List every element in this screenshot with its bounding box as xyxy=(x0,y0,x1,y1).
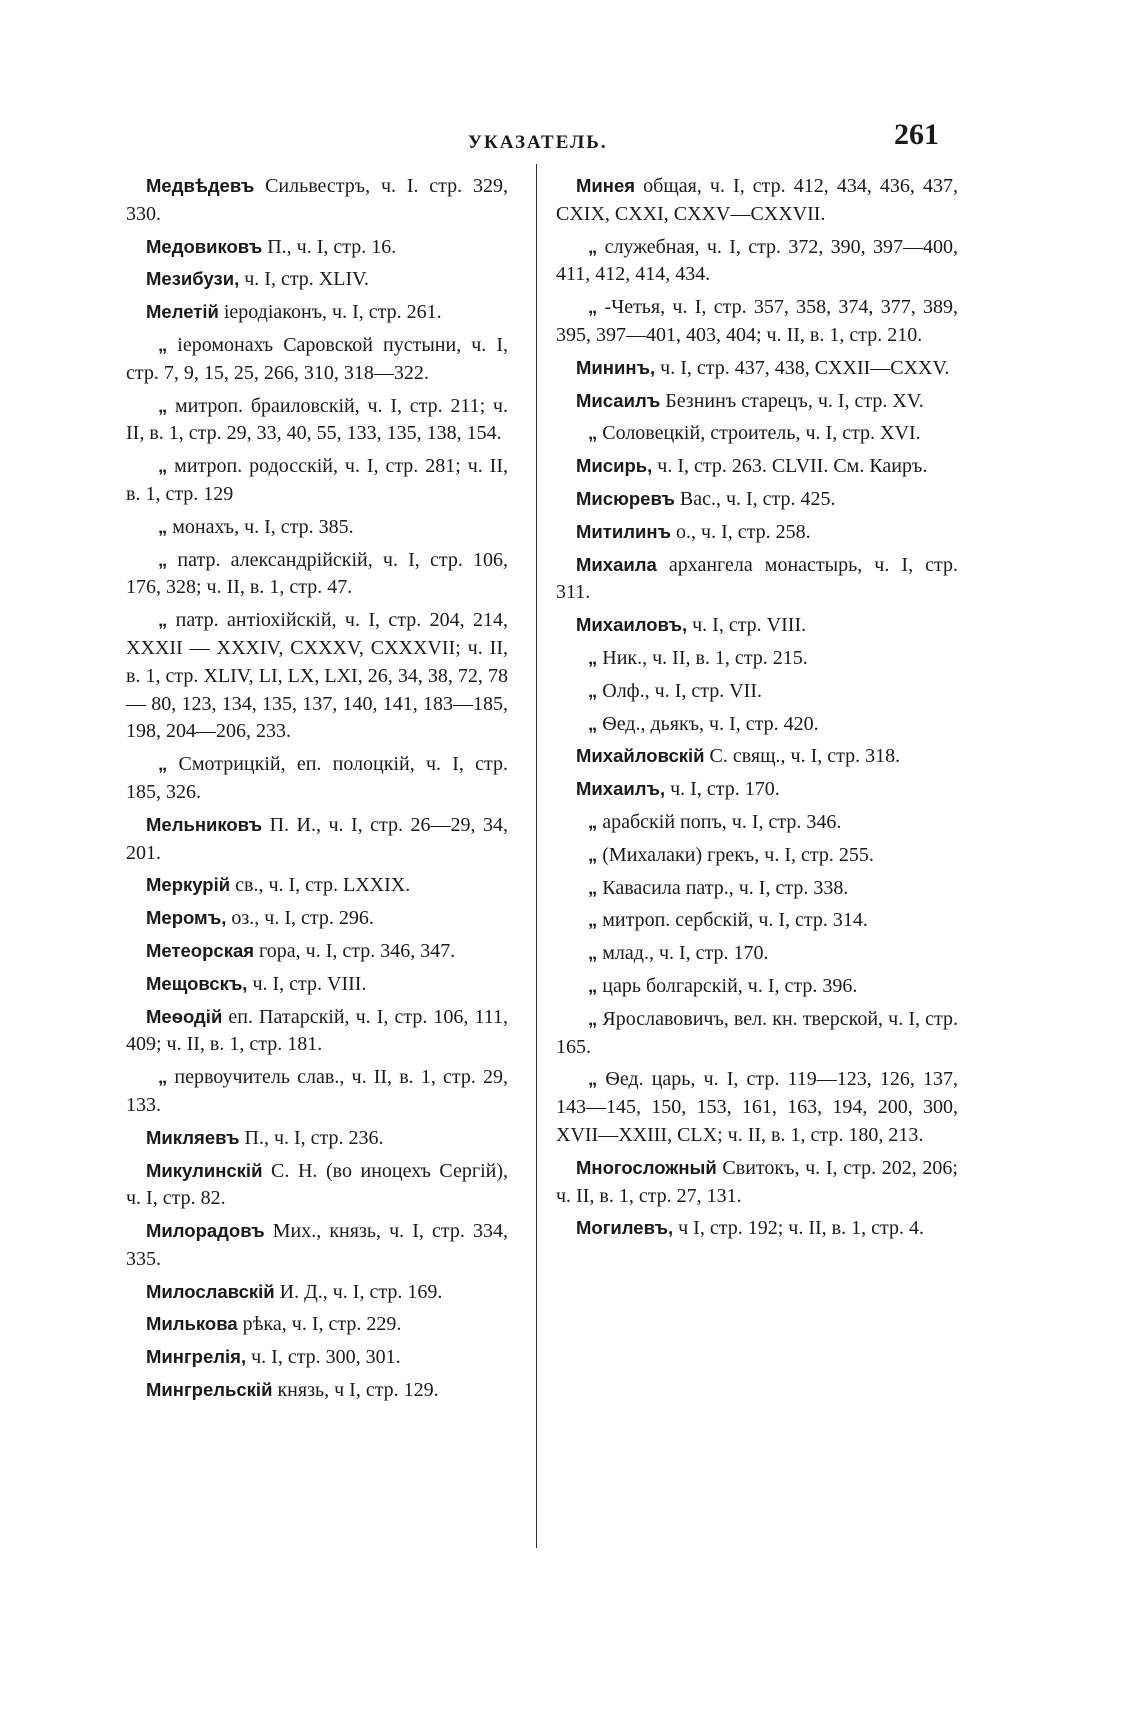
entry-references: Ѳед. царь, ч. I, стр. 119—123, 126, 137, 143—145, 150, 153, 161, 163, 194, 200, 300, XVII—XXIII, CLX; ч. II, в. 1, стр. 180, 213. xyxy=(556,1068,958,1146)
entry-references: Кавасила патр., ч. I, стр. 338. xyxy=(597,876,849,899)
index-entry xyxy=(556,906,958,935)
index-entry xyxy=(126,331,508,388)
entry-headword: Милославскій xyxy=(146,1280,275,1302)
entry-headword: „ xyxy=(158,548,168,570)
index-column-left xyxy=(126,172,508,1409)
running-title: УКАЗАТЕЛЬ. xyxy=(468,132,608,153)
index-entry xyxy=(556,354,958,383)
entry-references: царь болгарскій, ч. I, стр. 396. xyxy=(597,974,858,997)
index-entry xyxy=(126,233,508,262)
entry-references: митроп. родосскій, ч. I, стр. 281; ч. II, в. 1, стр. 129 xyxy=(126,455,508,505)
index-entry xyxy=(556,419,958,448)
entry-references: патр. александрійскій, ч. I, стр. 106, 176, 328; ч. II, в. 1, стр. 47. xyxy=(126,548,508,599)
index-entry xyxy=(126,937,508,966)
entry-references: митроп. браиловскій, ч. I, стр. 211; ч. II, в. 1, стр. 29, 33, 40, 55, 133, 135, 138, 154. xyxy=(126,394,508,445)
entry-headword: Милорадовъ xyxy=(146,1220,265,1242)
entry-headword: „ xyxy=(158,1066,168,1088)
entry-headword: „ xyxy=(588,235,598,257)
index-entry xyxy=(556,518,958,547)
entry-references: ч. I, стр. 263. CLVII. См. Каиръ. xyxy=(652,455,928,478)
index-entry xyxy=(556,1214,958,1243)
entry-references: (Михалаки) грекъ, ч. I, стр. 255. xyxy=(597,843,874,866)
index-column-right xyxy=(556,172,958,1247)
index-entry xyxy=(556,677,958,706)
index-entry xyxy=(126,546,508,603)
entry-headword: Медовиковъ xyxy=(146,235,263,257)
entry-headword: „ xyxy=(158,609,168,631)
entry-references: И. Д., ч. I, стр. 169. xyxy=(274,1280,443,1303)
index-entry xyxy=(556,710,958,739)
index-entry xyxy=(556,742,958,771)
entry-headword: Мисюревъ xyxy=(576,487,675,509)
entry-headword: „ xyxy=(588,810,598,832)
index-entry xyxy=(556,939,958,968)
entry-references: С. свящ., ч. I, стр. 318. xyxy=(704,745,901,768)
entry-headword: „ xyxy=(158,753,168,775)
entry-references: Олф., ч. I, стр. VII. xyxy=(597,679,762,702)
entry-references: рѣка, ч. I, стр. 229. xyxy=(237,1313,402,1336)
index-entry xyxy=(556,1005,958,1062)
entry-references: ч. I, стр. VIII. xyxy=(247,972,367,995)
index-entry xyxy=(126,871,508,900)
index-entry xyxy=(556,485,958,514)
index-entry xyxy=(126,1343,508,1372)
index-entry xyxy=(126,904,508,933)
entry-references: ч. I, стр. VIII. xyxy=(687,614,807,637)
entry-references: ч. I, стр. 300, 301. xyxy=(246,1346,401,1369)
index-entry xyxy=(126,265,508,294)
entry-references: іеромонахъ Саровской пустыни, ч. I, стр. 7, 9, 15, 25, 266, 310, 318—322. xyxy=(126,333,508,384)
entry-headword: Могилевъ, xyxy=(576,1217,674,1239)
index-entry xyxy=(556,233,958,290)
entry-headword: Михайловскій xyxy=(576,745,705,767)
entry-headword: „ xyxy=(158,333,168,355)
index-entry xyxy=(126,172,508,229)
page-number: 261 xyxy=(894,118,939,151)
entry-references: ч I, стр. 192; ч. II, в. 1, стр. 4. xyxy=(673,1217,924,1240)
index-entry xyxy=(126,606,508,746)
entry-references: С. Н. (во иноцехъ Сергій), ч. I, стр. 82. xyxy=(126,1159,508,1210)
entry-references: П., ч. I, стр. 16. xyxy=(262,235,397,258)
index-entry xyxy=(126,811,508,868)
entry-headword: Михаиловъ, xyxy=(576,614,688,636)
entry-headword: Меромъ, xyxy=(146,907,227,929)
index-entry xyxy=(556,1154,958,1211)
entry-headword: Михаила xyxy=(576,553,657,575)
entry-references: Вас., ч. I, стр. 425. xyxy=(674,487,836,510)
entry-headword: Мелетій xyxy=(146,301,219,323)
entry-references: патр. антіохійскій, ч. I, стр. 204, 214, XXXII — XXXIV, CXXXV, CXXXVII; ч. II, в. 1, стр. XLIV, LI, LX, LXI, 26, 34, 38, 72, 78 — 80, 123, 134, 135, 137, 140, 141, 183—185, 198, 204—206, 233. xyxy=(126,609,508,743)
entry-headword: Мисирь, xyxy=(576,455,653,477)
entry-references: Ѳед., дьякъ, ч. I, стр. 420. xyxy=(597,712,819,735)
entry-references: ч. I, стр. 170. xyxy=(665,778,780,801)
entry-headword: „ xyxy=(588,679,598,701)
entry-headword: Метеорская xyxy=(146,939,255,961)
index-entry xyxy=(126,298,508,327)
entry-references: Ник., ч. II, в. 1, стр. 215. xyxy=(597,646,808,669)
entry-references: служебная, ч. I, стр. 372, 390, 397—400, 411, 412, 414, 434. xyxy=(556,235,958,286)
entry-references: П., ч. I, стр. 236. xyxy=(239,1126,384,1149)
index-entry xyxy=(556,387,958,416)
entry-headword: „ xyxy=(588,876,598,898)
index-entry xyxy=(556,644,958,673)
entry-headword: Медвѣдевъ xyxy=(146,175,255,196)
entry-headword: Михаилъ, xyxy=(576,778,666,800)
entry-references: Свитокъ, ч. I, стр. 202, 206; ч. II, в. 1, стр. 27, 131. xyxy=(556,1156,958,1207)
entry-headword: Мезибузи, xyxy=(146,268,240,290)
entry-references: оз., ч. I, стр. 296. xyxy=(226,907,374,930)
entry-headword: „ xyxy=(588,974,598,996)
index-entry xyxy=(556,611,958,640)
entry-references: св., ч. I, стр. LXXIX. xyxy=(230,874,411,897)
entry-references: П. И., ч. I, стр. 26—29, 34, 201. xyxy=(126,813,508,864)
entry-references: митроп. сербскій, ч. I, стр. 314. xyxy=(597,909,868,932)
entry-references: Соловецкій, строитель, ч. I, стр. XVI. xyxy=(597,422,921,445)
column-divider xyxy=(536,164,537,1548)
entry-headword: Мингрельскій xyxy=(146,1379,273,1401)
index-entry xyxy=(126,513,508,542)
index-entry xyxy=(126,1310,508,1339)
entry-headword: „ xyxy=(588,942,598,964)
entry-headword: Милькова xyxy=(146,1313,238,1335)
index-entry xyxy=(126,452,508,509)
index-entry xyxy=(126,1063,508,1120)
entry-references: о., ч. I, стр. 258. xyxy=(671,520,811,543)
entry-references: Мих., князь, ч. I, стр. 334, 335. xyxy=(126,1220,508,1270)
index-entry xyxy=(126,970,508,999)
entry-headword: Мельниковъ xyxy=(146,813,263,835)
entry-headword: „ xyxy=(588,1007,598,1029)
index-entry xyxy=(126,1157,508,1214)
entry-headword: Меркурій xyxy=(146,874,231,896)
index-entry xyxy=(126,750,508,807)
entry-references: ч. I, стр. XLIV. xyxy=(239,268,369,291)
entry-references: архангела монастырь, ч. I, стр. 311. xyxy=(556,553,958,604)
index-entry xyxy=(126,1124,508,1153)
index-entry xyxy=(556,551,958,608)
entry-headword: Мингрелія, xyxy=(146,1346,247,1368)
entry-references: Сильвестръ, ч. I. стр. 329, 330. xyxy=(126,175,508,225)
entry-references: еп. Патарскій, ч. I, стр. 106, 111, 409; ч. II, в. 1, стр. 181. xyxy=(126,1005,508,1056)
index-entry xyxy=(126,1278,508,1307)
index-entry xyxy=(556,293,958,350)
index-entry xyxy=(556,775,958,804)
index-entry xyxy=(126,1003,508,1060)
entry-headword: Многосложный xyxy=(576,1156,717,1178)
entry-headword: Микулинскій xyxy=(146,1159,263,1181)
entry-headword: „ xyxy=(158,394,168,416)
index-entry xyxy=(556,172,958,229)
entry-headword: Микляевъ xyxy=(146,1126,240,1148)
entry-references: ч. I, стр. 437, 438, CXXII—CXXV. xyxy=(655,356,950,379)
entry-headword: „ xyxy=(588,843,598,865)
entry-headword: „ xyxy=(588,1068,598,1090)
entry-references: монахъ, ч. I, стр. 385. xyxy=(167,515,354,538)
index-entry xyxy=(126,392,508,449)
entry-references: князь, ч I, стр. 129. xyxy=(272,1379,439,1402)
entry-headword: „ xyxy=(158,515,168,537)
index-entry xyxy=(556,808,958,837)
index-entry xyxy=(126,1376,508,1405)
entry-references: Смотрицкій, еп. полоцкій, ч. I, стр. 185, 326. xyxy=(126,753,508,803)
entry-references: арабскій попъ, ч. I, стр. 346. xyxy=(597,810,842,833)
entry-headword: „ xyxy=(588,296,598,318)
entry-headword: Мининъ, xyxy=(576,356,656,378)
entry-references: Безнинъ старецъ, ч. I, стр. XV. xyxy=(660,389,924,412)
entry-headword: Мещовскъ, xyxy=(146,972,248,994)
entry-references: -Четья, ч. I, стр. 357, 358, 374, 377, 389, 395, 397—401, 403, 404; ч. II, в. 1, стр. 210. xyxy=(556,296,958,346)
index-entry xyxy=(556,972,958,1001)
entry-headword: „ xyxy=(588,712,598,734)
index-entry xyxy=(556,1065,958,1149)
entry-headword: „ xyxy=(588,909,598,931)
entry-headword: „ xyxy=(158,455,168,477)
entry-headword: „ xyxy=(588,422,598,444)
entry-headword: Мисаилъ xyxy=(576,389,661,411)
entry-headword: Минея xyxy=(576,175,636,196)
index-entry xyxy=(556,452,958,481)
entry-references: первоучитель слав., ч. II, в. 1, стр. 29, 133. xyxy=(126,1066,508,1116)
entry-references: Ярославовичъ, вел. кн. тверской, ч. I, стр. 165. xyxy=(556,1007,958,1058)
entry-headword: Митилинъ xyxy=(576,520,672,542)
index-entry xyxy=(556,874,958,903)
entry-references: іеродіаконъ, ч. I, стр. 261. xyxy=(218,301,442,324)
entry-references: общая, ч. I, стр. 412, 434, 436, 437, CXIX, CXXI, CXXV—CXXVII. xyxy=(556,175,958,225)
entry-references: гора, ч. I, стр. 346, 347. xyxy=(254,939,456,962)
entry-references: млад., ч. I, стр. 170. xyxy=(597,942,769,965)
entry-headword: „ xyxy=(588,646,598,668)
entry-headword: Меѳодій xyxy=(146,1005,223,1027)
index-entry xyxy=(126,1217,508,1274)
index-entry xyxy=(556,841,958,870)
